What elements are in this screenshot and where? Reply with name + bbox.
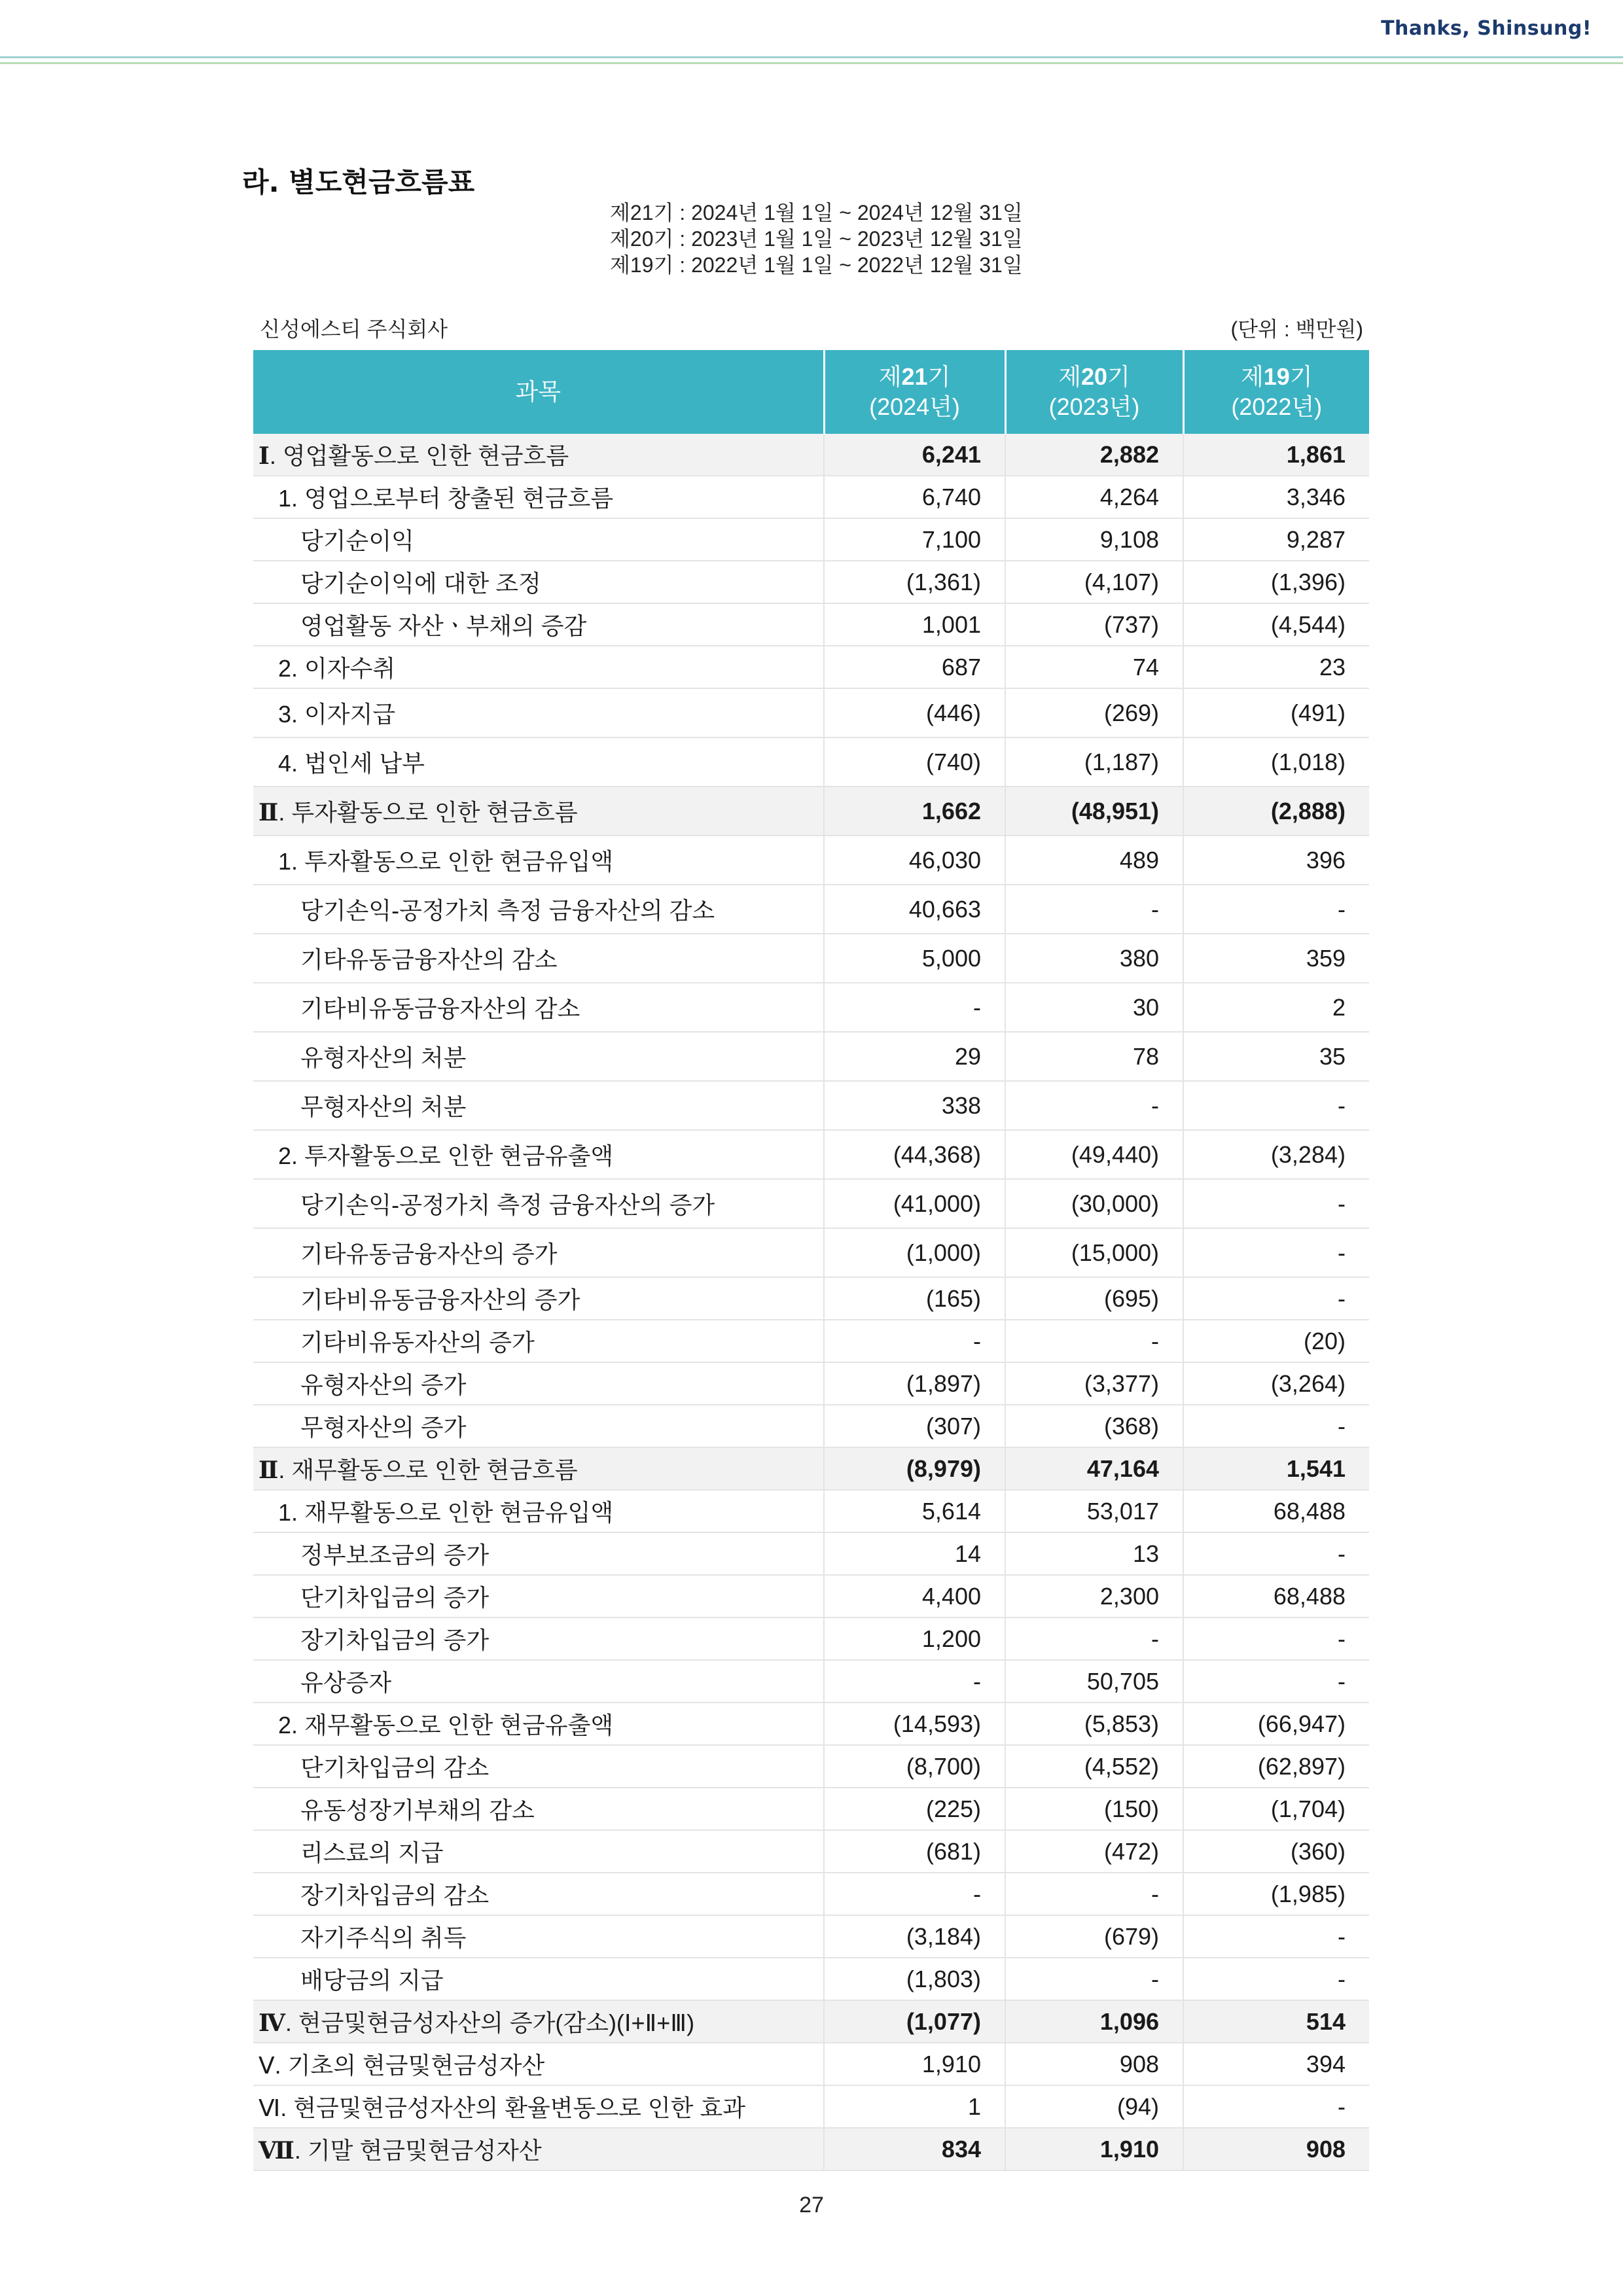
value-cell-v19: - — [1183, 1958, 1369, 2000]
value-cell-v21: 687 — [824, 646, 1005, 688]
row-label-text: 기타유동금융자산의 증가 — [300, 1241, 558, 1267]
row-label-text: . 현금및현금성자산의 환율변동으로 인한 효과 — [280, 2094, 745, 2121]
table-row — [253, 983, 1369, 1032]
value-cell-v19: (3,284) — [1183, 1130, 1369, 1179]
row-label — [253, 836, 824, 885]
value-cell-v19: (1,704) — [1183, 1788, 1369, 1830]
value-cell-v21: 6,241 — [824, 434, 1005, 476]
row-label — [253, 1873, 824, 1915]
value-cell-v19: - — [1183, 1915, 1369, 1958]
table-row — [253, 1703, 1369, 1745]
table-row — [253, 1081, 1369, 1130]
column-suffix: 기 — [1107, 363, 1130, 390]
value-cell-v19: 3,346 — [1183, 476, 1369, 518]
value-cell-v20: - — [1005, 1320, 1183, 1362]
column-suffix: 기 — [927, 363, 951, 390]
value-cell-v19: (1,018) — [1183, 737, 1369, 786]
table-row — [253, 1830, 1369, 1873]
value-cell-v21: (1,077) — [824, 2000, 1005, 2043]
table-row — [253, 561, 1369, 603]
value-cell-v21: 46,030 — [824, 836, 1005, 885]
row-label-text: 4. 법인세 납부 — [278, 750, 425, 777]
roman-numeral: Ⅱ — [259, 1457, 279, 1484]
row-label — [253, 1532, 824, 1575]
row-label — [253, 1617, 824, 1660]
value-cell-v19: 68,488 — [1183, 1490, 1369, 1532]
column-header-period-20 — [1005, 350, 1183, 434]
value-cell-v19: 908 — [1183, 2128, 1369, 2170]
value-cell-v20: 1,910 — [1005, 2128, 1183, 2170]
row-label-text: 유상증자 — [300, 1669, 392, 1696]
table-row — [253, 646, 1369, 688]
value-cell-v21: (1,897) — [824, 1362, 1005, 1405]
table-row — [253, 1745, 1369, 1788]
value-cell-v19: (4,544) — [1183, 603, 1369, 646]
row-label-text: 2. 투자활동으로 인한 현금유출액 — [278, 1142, 614, 1169]
roman-numeral: Ⅳ — [259, 2009, 285, 2037]
period-line: 제20기 : 2023년 1월 1일 ~ 2023년 12월 31일 — [610, 227, 1023, 251]
value-cell-v20: 1,096 — [1005, 2000, 1183, 2043]
row-label — [253, 2000, 824, 2043]
value-cell-v20: 9,108 — [1005, 518, 1183, 561]
table-row — [253, 1179, 1369, 1228]
column-number: 21 — [901, 363, 928, 390]
row-label-text: 장기차입금의 증가 — [300, 1627, 490, 1653]
value-cell-v19: - — [1183, 2085, 1369, 2128]
value-cell-v21: (44,368) — [824, 1130, 1005, 1179]
value-cell-v19: 23 — [1183, 646, 1369, 688]
row-label — [253, 1032, 824, 1081]
value-cell-v21: (740) — [824, 737, 1005, 786]
row-label — [253, 1405, 824, 1447]
value-cell-v21: 4,400 — [824, 1575, 1005, 1617]
row-label-text: 당기순이익에 대한 조정 — [300, 570, 541, 597]
table-row — [253, 603, 1369, 646]
row-label — [253, 1915, 824, 1958]
value-cell-v20: (737) — [1005, 603, 1183, 646]
row-label — [253, 688, 824, 737]
value-cell-v19: (3,264) — [1183, 1362, 1369, 1405]
value-cell-v20: 489 — [1005, 836, 1183, 885]
value-cell-v21: - — [824, 983, 1005, 1032]
table-row — [253, 934, 1369, 983]
header-rule-green — [0, 62, 1623, 64]
value-cell-v21: (8,979) — [824, 1447, 1005, 1490]
table-row — [253, 885, 1369, 934]
value-cell-v20: 50,705 — [1005, 1660, 1183, 1703]
table-row — [253, 1490, 1369, 1532]
row-label — [253, 1490, 824, 1532]
row-label — [253, 934, 824, 983]
value-cell-v19: 514 — [1183, 2000, 1369, 2043]
row-label — [253, 1575, 824, 1617]
value-cell-v21: (307) — [824, 1405, 1005, 1447]
company-name: 신성에스티 주식회사 — [260, 317, 448, 341]
row-label-text: 유형자산의 증가 — [300, 1371, 467, 1398]
row-label — [253, 1228, 824, 1277]
row-label-text: 정부보조금의 증가 — [300, 1542, 490, 1568]
unit-label: (단위 : 백만원) — [1230, 317, 1363, 341]
value-cell-v20: (368) — [1005, 1405, 1183, 1447]
value-cell-v19: (1,396) — [1183, 561, 1369, 603]
row-label-text: 기타비유동금융자산의 증가 — [300, 1286, 580, 1313]
page-number: 27 — [799, 2193, 824, 2217]
row-label — [253, 1703, 824, 1745]
table-row — [253, 1617, 1369, 1660]
table-row — [253, 1788, 1369, 1830]
column-header-period-21 — [824, 350, 1005, 434]
value-cell-v20: 30 — [1005, 983, 1183, 1032]
table-row — [253, 1362, 1369, 1405]
row-label — [253, 561, 824, 603]
value-cell-v20: (30,000) — [1005, 1179, 1183, 1228]
table-row — [253, 1320, 1369, 1362]
value-cell-v20: 78 — [1005, 1032, 1183, 1081]
value-cell-v20: (4,107) — [1005, 561, 1183, 603]
table-row — [253, 786, 1369, 836]
row-label — [253, 1788, 824, 1830]
value-cell-v21: 29 — [824, 1032, 1005, 1081]
value-cell-v20: 53,017 — [1005, 1490, 1183, 1532]
roman-numeral: Ⅱ — [259, 799, 279, 826]
row-label — [253, 786, 824, 836]
value-cell-v20: (4,552) — [1005, 1745, 1183, 1788]
value-cell-v19: 35 — [1183, 1032, 1369, 1081]
value-cell-v19: (360) — [1183, 1830, 1369, 1873]
row-label — [253, 1660, 824, 1703]
row-label — [253, 1277, 824, 1320]
roman-numeral: Ⅰ — [259, 442, 270, 470]
row-label-text: 단기차입금의 감소 — [300, 1754, 490, 1781]
value-cell-v19: - — [1183, 1179, 1369, 1228]
value-cell-v21: 5,000 — [824, 934, 1005, 983]
period-line: 제21기 : 2024년 1월 1일 ~ 2024년 12월 31일 — [610, 201, 1023, 224]
value-cell-v19: - — [1183, 1617, 1369, 1660]
roman-numeral: Ⅶ — [259, 2137, 294, 2164]
row-label-text: 유형자산의 처분 — [300, 1044, 467, 1071]
value-cell-v20: 2,882 — [1005, 434, 1183, 476]
row-label-text: 무형자산의 처분 — [300, 1093, 467, 1120]
row-label-text: 2. 재무활동으로 인한 현금유출액 — [278, 1712, 614, 1739]
value-cell-v19: - — [1183, 1277, 1369, 1320]
table-row — [253, 1405, 1369, 1447]
row-label — [253, 2043, 824, 2085]
value-cell-v21: 1,910 — [824, 2043, 1005, 2085]
value-cell-v21: (1,361) — [824, 561, 1005, 603]
row-label — [253, 518, 824, 561]
row-label — [253, 1447, 824, 1490]
row-label — [253, 1179, 824, 1228]
column-year: (2024년) — [869, 393, 960, 420]
table-header-row — [253, 350, 1369, 434]
row-label-text: 2. 이자수취 — [278, 655, 396, 682]
period-line: 제19기 : 2022년 1월 1일 ~ 2022년 12월 31일 — [610, 253, 1023, 277]
row-label — [253, 646, 824, 688]
brand-tagline: Thanks, Shinsung! — [1381, 17, 1592, 40]
table-row — [253, 2043, 1369, 2085]
row-label — [253, 1320, 824, 1362]
row-label — [253, 476, 824, 518]
row-label-text: 1. 영업으로부터 창출된 현금흐름 — [278, 485, 614, 512]
value-cell-v20: 4,264 — [1005, 476, 1183, 518]
value-cell-v19: (491) — [1183, 688, 1369, 737]
value-cell-v20: 380 — [1005, 934, 1183, 983]
row-label — [253, 1362, 824, 1405]
table-row — [253, 1915, 1369, 1958]
table-row — [253, 1575, 1369, 1617]
row-label — [253, 1958, 824, 2000]
value-cell-v19: - — [1183, 885, 1369, 934]
value-cell-v20: - — [1005, 1873, 1183, 1915]
value-cell-v21: (41,000) — [824, 1179, 1005, 1228]
value-cell-v21: 14 — [824, 1532, 1005, 1575]
value-cell-v19: (2,888) — [1183, 786, 1369, 836]
column-prefix: 제 — [1240, 363, 1264, 390]
value-cell-v20: - — [1005, 885, 1183, 934]
value-cell-v19: 2 — [1183, 983, 1369, 1032]
table-row — [253, 2085, 1369, 2128]
row-label-text: 기타유동금융자산의 감소 — [300, 946, 558, 973]
value-cell-v19: 68,488 — [1183, 1575, 1369, 1617]
value-cell-v21: 40,663 — [824, 885, 1005, 934]
value-cell-v19: (66,947) — [1183, 1703, 1369, 1745]
column-prefix: 제 — [1058, 363, 1081, 390]
value-cell-v21: (8,700) — [824, 1745, 1005, 1788]
column-prefix: 제 — [878, 363, 902, 390]
table-row — [253, 476, 1369, 518]
column-year: (2023년) — [1048, 393, 1140, 420]
value-cell-v20: (94) — [1005, 2085, 1183, 2128]
row-label-text: 1. 재무활동으로 인한 현금유입액 — [278, 1499, 614, 1526]
value-cell-v20: (472) — [1005, 1830, 1183, 1873]
row-label — [253, 1745, 824, 1788]
value-cell-v19: - — [1183, 1532, 1369, 1575]
row-label-text: 단기차입금의 증가 — [300, 1584, 490, 1611]
value-cell-v20: (695) — [1005, 1277, 1183, 1320]
table-row — [253, 434, 1369, 476]
row-label — [253, 1081, 824, 1130]
value-cell-v19: (62,897) — [1183, 1745, 1369, 1788]
fiscal-periods — [610, 200, 1023, 278]
table-row — [253, 1032, 1369, 1081]
value-cell-v20: (49,440) — [1005, 1130, 1183, 1179]
table-row — [253, 1130, 1369, 1179]
value-cell-v21: (681) — [824, 1830, 1005, 1873]
value-cell-v21: (1,000) — [824, 1228, 1005, 1277]
row-label-text: 기타비유동자산의 증가 — [300, 1329, 535, 1356]
table-row — [253, 1277, 1369, 1320]
table-row — [253, 836, 1369, 885]
row-label-text: 영업활동 자산ㆍ부채의 증감 — [300, 612, 587, 639]
table-row — [253, 518, 1369, 561]
column-header-period-19 — [1183, 350, 1369, 434]
value-cell-v20: (15,000) — [1005, 1228, 1183, 1277]
row-label — [253, 2128, 824, 2170]
value-cell-v21: 1 — [824, 2085, 1005, 2128]
table-row — [253, 1958, 1369, 2000]
value-cell-v21: (225) — [824, 1788, 1005, 1830]
value-cell-v20: 13 — [1005, 1532, 1183, 1575]
row-label-text: 당기손익-공정가치 측정 금융자산의 감소 — [300, 897, 715, 924]
table-row — [253, 1447, 1369, 1490]
header-rule-teal — [0, 56, 1623, 58]
value-cell-v20: 2,300 — [1005, 1575, 1183, 1617]
cash-flow-table — [253, 350, 1369, 2171]
row-label-text: 1. 투자활동으로 인한 현금유입액 — [278, 848, 614, 875]
table-row — [253, 737, 1369, 786]
row-label — [253, 737, 824, 786]
column-number: 19 — [1263, 363, 1290, 390]
row-label — [253, 983, 824, 1032]
table-row — [253, 1532, 1369, 1575]
value-cell-v21: 1,200 — [824, 1617, 1005, 1660]
row-label-text: . 투자활동으로 인한 현금흐름 — [278, 799, 578, 826]
value-cell-v21: 7,100 — [824, 518, 1005, 561]
column-year: (2022년) — [1231, 393, 1323, 420]
row-label-text: 장기차입금의 감소 — [300, 1882, 490, 1909]
row-label-text: 리스료의 지급 — [300, 1839, 444, 1866]
value-cell-v21: - — [824, 1660, 1005, 1703]
table-row — [253, 2128, 1369, 2170]
value-cell-v20: 908 — [1005, 2043, 1183, 2085]
value-cell-v20: 74 — [1005, 646, 1183, 688]
row-label — [253, 434, 824, 476]
table-row — [253, 1228, 1369, 1277]
value-cell-v20: (5,853) — [1005, 1703, 1183, 1745]
value-cell-v21: (1,803) — [824, 1958, 1005, 2000]
column-suffix: 기 — [1289, 363, 1313, 390]
value-cell-v20: (48,951) — [1005, 786, 1183, 836]
value-cell-v21: (446) — [824, 688, 1005, 737]
value-cell-v20: (679) — [1005, 1915, 1183, 1958]
row-label-text: . 영업활동으로 인한 현금흐름 — [269, 442, 569, 469]
row-label — [253, 2085, 824, 2128]
value-cell-v20: 47,164 — [1005, 1447, 1183, 1490]
value-cell-v19: - — [1183, 1660, 1369, 1703]
value-cell-v19: - — [1183, 1081, 1369, 1130]
value-cell-v21: 6,740 — [824, 476, 1005, 518]
value-cell-v19: 1,541 — [1183, 1447, 1369, 1490]
value-cell-v21: 1,662 — [824, 786, 1005, 836]
row-label-text: 기타비유동금융자산의 감소 — [300, 995, 580, 1022]
value-cell-v19: 359 — [1183, 934, 1369, 983]
table-row — [253, 2000, 1369, 2043]
value-cell-v21: 5,614 — [824, 1490, 1005, 1532]
row-label — [253, 1830, 824, 1873]
roman-numeral: Ⅵ — [259, 2094, 281, 2121]
row-label — [253, 1130, 824, 1179]
value-cell-v21: - — [824, 1873, 1005, 1915]
value-cell-v20: - — [1005, 1958, 1183, 2000]
row-label-text: 당기손익-공정가치 측정 금융자산의 증가 — [300, 1192, 715, 1218]
value-cell-v19: 1,861 — [1183, 434, 1369, 476]
row-label-text: . 재무활동으로 인한 현금흐름 — [278, 1457, 578, 1483]
row-label — [253, 603, 824, 646]
row-label-text: . 기초의 현금및현금성자산 — [274, 2052, 545, 2079]
row-label-text: 자기주식의 취득 — [300, 1924, 467, 1951]
table-row — [253, 688, 1369, 737]
value-cell-v20: (269) — [1005, 688, 1183, 737]
value-cell-v21: 1,001 — [824, 603, 1005, 646]
value-cell-v21: 338 — [824, 1081, 1005, 1130]
row-label-text: 3. 이자지급 — [278, 701, 396, 728]
value-cell-v20: (1,187) — [1005, 737, 1183, 786]
value-cell-v21: (14,593) — [824, 1703, 1005, 1745]
row-label-text: 유동성장기부채의 감소 — [300, 1797, 535, 1824]
value-cell-v19: (20) — [1183, 1320, 1369, 1362]
row-label-text: 당기순이익 — [300, 527, 414, 554]
value-cell-v20: (3,377) — [1005, 1362, 1183, 1405]
section-title: 라. 별도현금흐름표 — [242, 166, 475, 198]
value-cell-v19: 9,287 — [1183, 518, 1369, 561]
value-cell-v19: - — [1183, 1405, 1369, 1447]
value-cell-v19: (1,985) — [1183, 1873, 1369, 1915]
row-label-text: 무형자산의 증가 — [300, 1414, 467, 1441]
table-body — [253, 434, 1369, 2170]
value-cell-v19: 394 — [1183, 2043, 1369, 2085]
value-cell-v21: (3,184) — [824, 1915, 1005, 1958]
row-label-text: . 기말 현금및현금성자산 — [294, 2137, 542, 2164]
roman-numeral: Ⅴ — [259, 2052, 275, 2079]
value-cell-v19: - — [1183, 1228, 1369, 1277]
value-cell-v21: 834 — [824, 2128, 1005, 2170]
row-label-text: 배당금의 지급 — [300, 1967, 444, 1994]
value-cell-v20: (150) — [1005, 1788, 1183, 1830]
value-cell-v21: - — [824, 1320, 1005, 1362]
value-cell-v20: - — [1005, 1617, 1183, 1660]
value-cell-v21: (165) — [824, 1277, 1005, 1320]
table-row — [253, 1660, 1369, 1703]
value-cell-v20: - — [1005, 1081, 1183, 1130]
row-label-text: . 현금및현금성자산의 증가(감소)(Ⅰ+Ⅱ+Ⅲ) — [285, 2009, 695, 2036]
column-number: 20 — [1080, 363, 1108, 390]
column-header-account: 과목 — [253, 350, 824, 434]
value-cell-v19: 396 — [1183, 836, 1369, 885]
row-label — [253, 885, 824, 934]
table-row — [253, 1873, 1369, 1915]
